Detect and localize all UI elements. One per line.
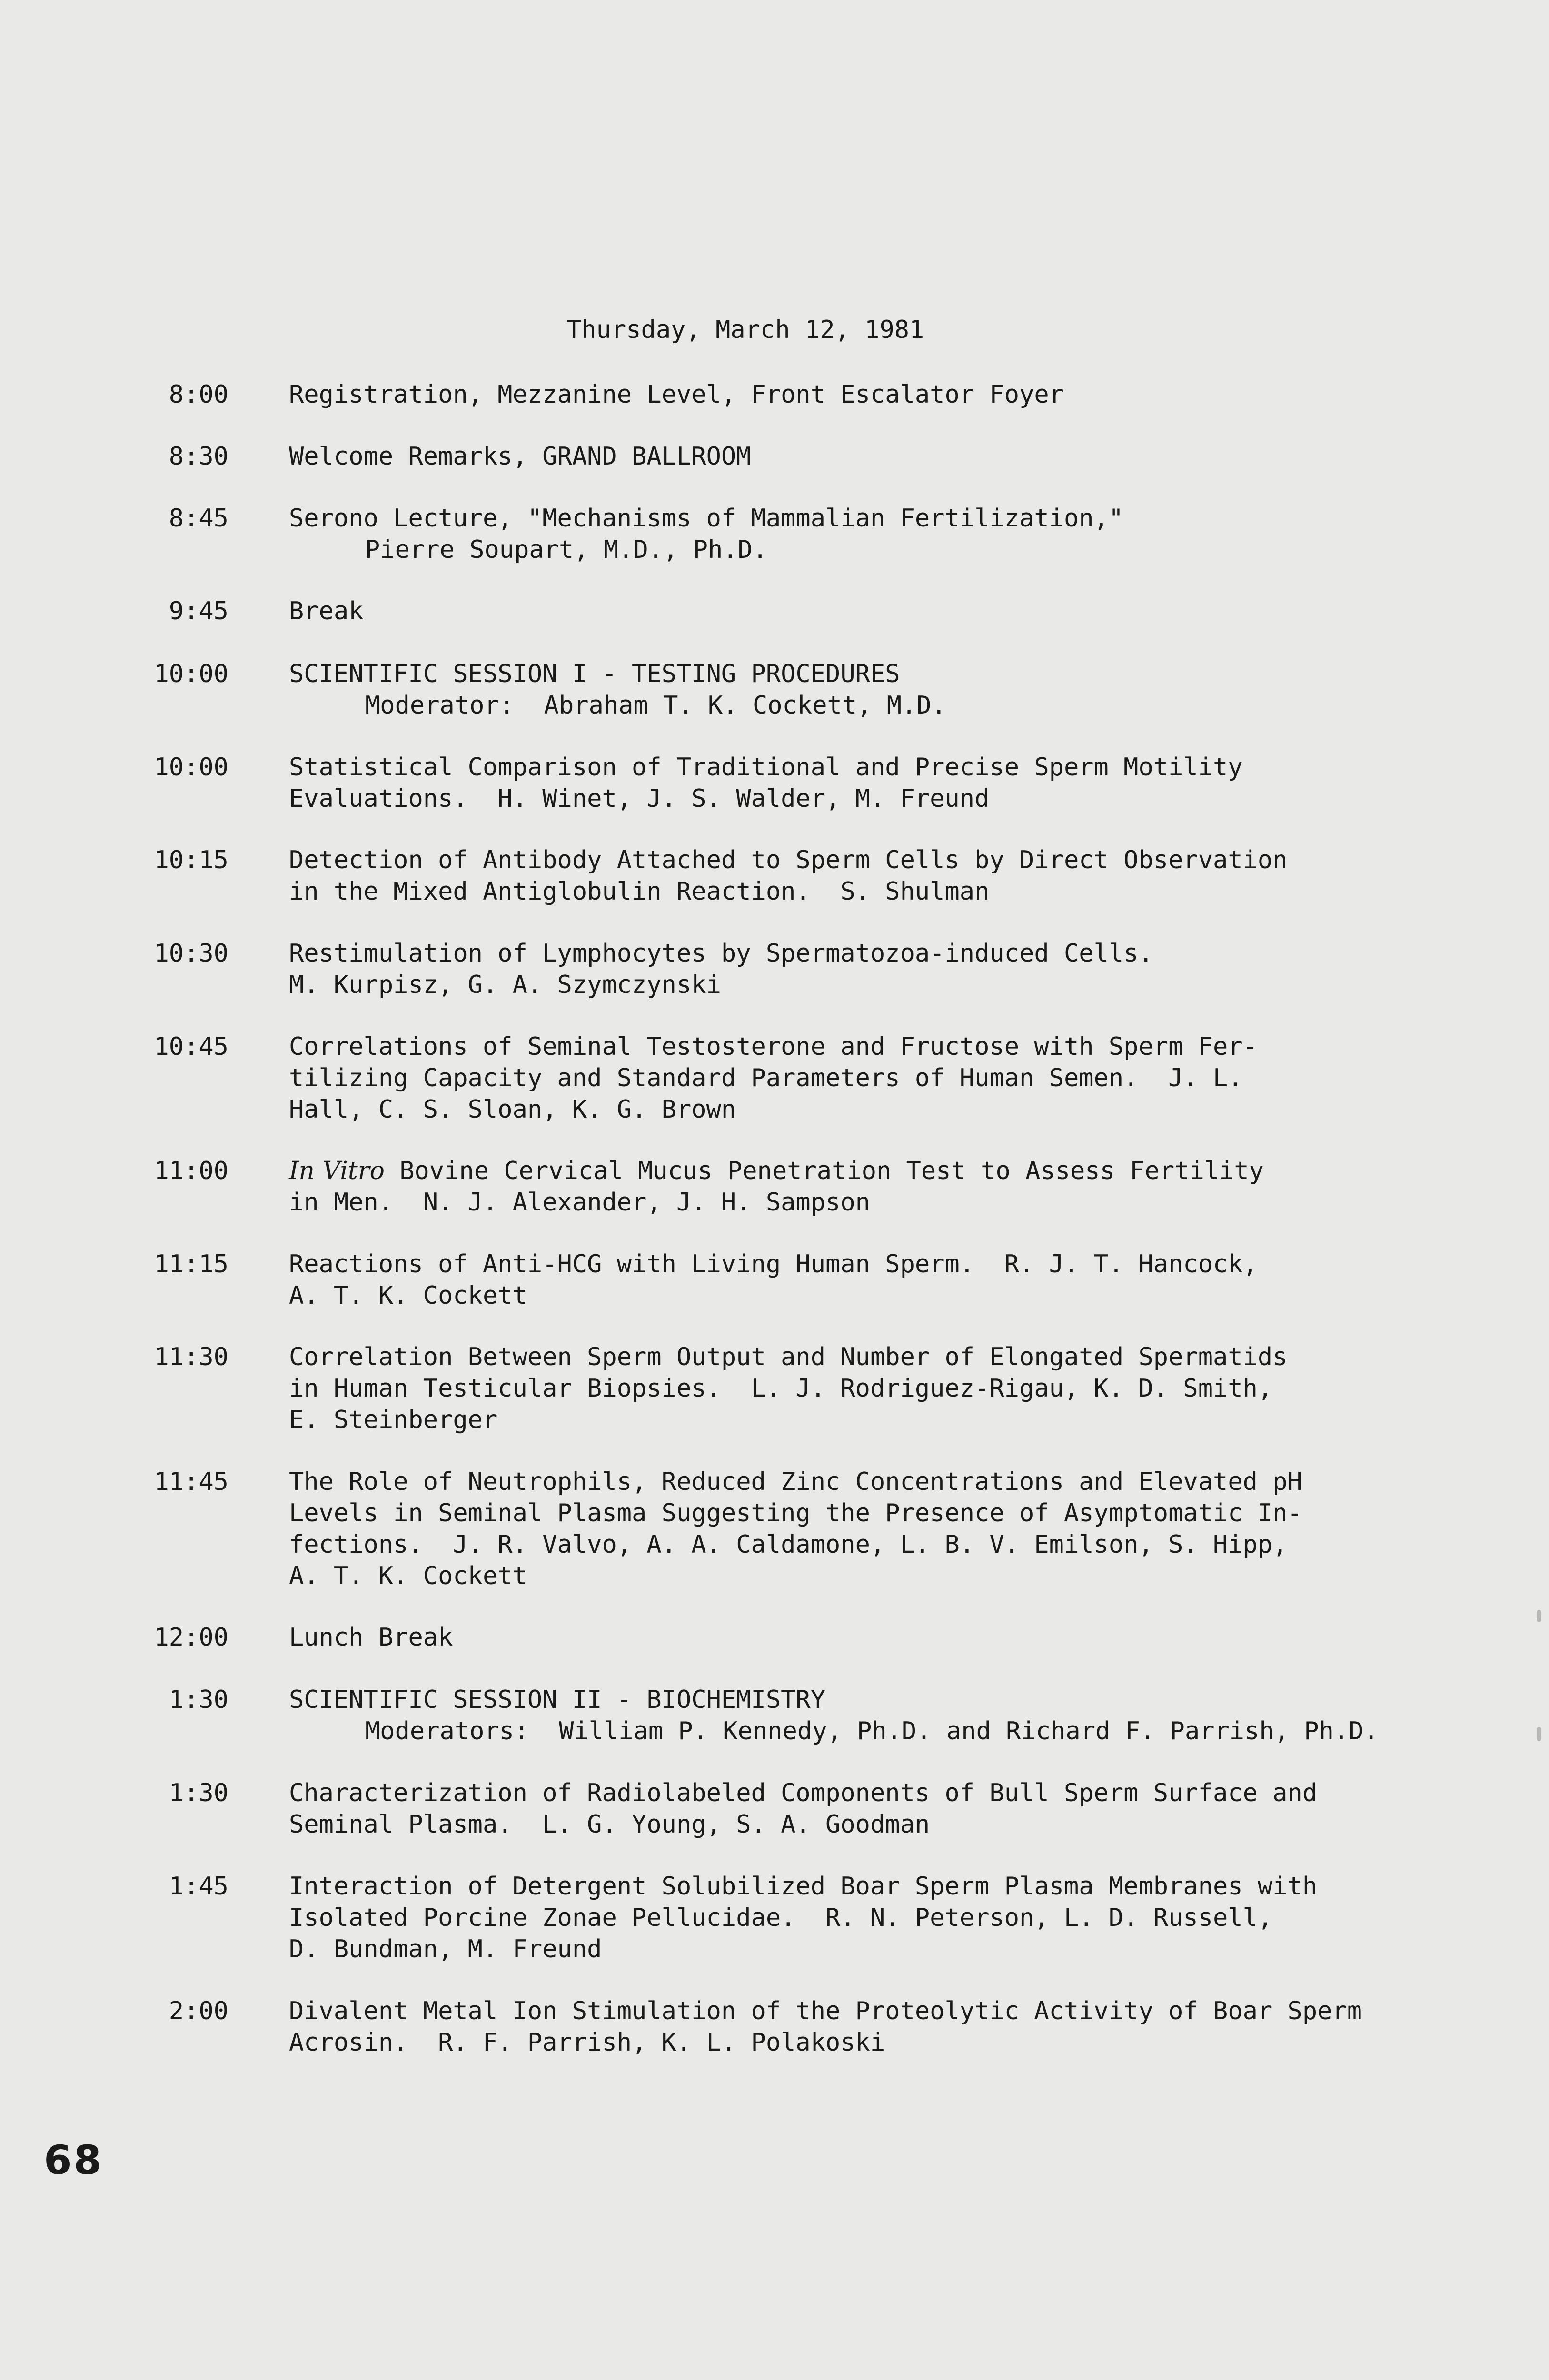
entry-line: Break <box>289 597 364 625</box>
entry-line: Acrosin. R. F. Parrish, K. L. Polakoski <box>289 2028 885 2057</box>
entry-text <box>289 752 1431 814</box>
entry-text <box>289 844 1431 907</box>
entry-line-rest: Bovine Cervical Mucus Penetration Test to Assess Fertility <box>384 1157 1264 1185</box>
entry-line: Restimulation of Lymphocytes by Spermatozoa-induced Cells. <box>289 939 1153 968</box>
entry-line-speaker: Pierre Soupart, M.D., Ph.D. <box>365 536 768 564</box>
entry-text <box>289 379 1431 410</box>
entry-line: Levels in Seminal Plasma Suggesting the Presence of Asymptomatic In- <box>289 1499 1302 1527</box>
entry-line: E. Steinberger <box>289 1406 498 1434</box>
page-number: 68 <box>44 2137 103 2183</box>
entry-text <box>289 441 1431 472</box>
entry-line: Registration, Mezzanine Level, Front Escalator Foyer <box>289 380 1064 409</box>
entry-line: A. T. K. Cockett <box>289 1281 527 1310</box>
entry-time: 1:30 <box>169 1686 228 1714</box>
entry-line: Lunch Break <box>289 1623 453 1652</box>
entry-time: 1:30 <box>169 1779 228 1807</box>
entry-text <box>289 1684 1431 1747</box>
entry-text <box>289 1341 1431 1436</box>
entry-line: Statistical Comparison of Traditional and Precise Sperm Motility <box>289 753 1243 782</box>
entry-time: 11:45 <box>154 1468 228 1496</box>
entry-text <box>289 1249 1431 1311</box>
entry-line: Seminal Plasma. L. G. Young, S. A. Goodman <box>289 1810 930 1839</box>
entry-text <box>289 658 1431 721</box>
entry-time: 10:30 <box>154 939 228 968</box>
entry-time: 10:45 <box>154 1032 228 1061</box>
entry-line: M. Kurpisz, G. A. Szymczynski <box>289 971 721 999</box>
entry-line: fections. J. R. Valvo, A. A. Caldamone, L. B. V. Emilson, S. Hipp, <box>289 1530 1288 1559</box>
entry-time: 10:00 <box>154 660 228 688</box>
entry-time: 11:00 <box>154 1157 228 1185</box>
entry-text <box>289 1466 1431 1592</box>
entry-text <box>289 503 1431 565</box>
entry-text <box>289 1995 1431 2058</box>
entry-time: 8:00 <box>169 380 228 409</box>
entry-line: Detection of Antibody Attached to Sperm Cells by Direct Observation <box>289 846 1288 874</box>
entry-line: tilizing Capacity and Standard Parameters of Human Semen. J. L. <box>289 1064 1243 1092</box>
entry-line: Evaluations. H. Winet, J. S. Walder, M. Freund <box>289 784 990 813</box>
page-header-date: Thursday, March 12, 1981 <box>566 316 924 344</box>
entry-time: 11:30 <box>154 1343 228 1371</box>
entry-line: Welcome Remarks, GRAND BALLROOM <box>289 442 751 471</box>
entry-line: Characterization of Radiolabeled Components of Bull Sperm Surface and <box>289 1779 1318 1807</box>
entry-text <box>289 1031 1431 1125</box>
entry-line: The Role of Neutrophils, Reduced Zinc Concentrations and Elevated pH <box>289 1468 1302 1496</box>
entry-line <box>289 1155 1431 1187</box>
entry-line: Divalent Metal Ion Stimulation of the Proteolytic Activity of Boar Sperm <box>289 1997 1362 2025</box>
entry-line: Correlations of Seminal Testosterone and Fructose with Sperm Fer- <box>289 1032 1258 1061</box>
entry-line: Reactions of Anti-HCG with Living Human Sperm. R. J. T. Hancock, <box>289 1250 1258 1279</box>
entry-line: in Men. N. J. Alexander, J. H. Sampson <box>289 1188 870 1217</box>
entry-line: in Human Testicular Biopsies. L. J. Rodriguez-Rigau, K. D. Smith, <box>289 1374 1273 1403</box>
session-moderator: Moderator: Abraham T. K. Cockett, M.D. <box>365 691 946 720</box>
entry-time: 10:15 <box>154 846 228 874</box>
session-title: SCIENTIFIC SESSION II - BIOCHEMISTRY <box>289 1686 826 1714</box>
paper-speck <box>1537 1727 1541 1741</box>
entry-text <box>289 1777 1431 1840</box>
entry-line: Correlation Between Sperm Output and Number of Elongated Spermatids <box>289 1343 1288 1371</box>
entry-time: 2:00 <box>169 1997 228 2025</box>
entry-line: Isolated Porcine Zonae Pellucidae. R. N. Peterson, L. D. Russell, <box>289 1904 1273 1932</box>
entry-line: A. T. K. Cockett <box>289 1562 527 1590</box>
entry-text <box>289 938 1431 1001</box>
entry-time: 1:45 <box>169 1872 228 1901</box>
entry-text <box>289 1622 1431 1653</box>
entry-time: 8:45 <box>169 504 228 533</box>
entry-time: 9:45 <box>169 597 228 625</box>
session-moderators: Moderators: William P. Kennedy, Ph.D. and Richard F. Parrish, Ph.D. <box>365 1717 1379 1745</box>
entry-line: Hall, C. S. Sloan, K. G. Brown <box>289 1095 736 1124</box>
entry-line: D. Bundman, M. Freund <box>289 1935 602 1964</box>
paper-speck <box>1537 1610 1541 1622</box>
entry-time: 11:15 <box>154 1250 228 1279</box>
italic-term: In Vitro <box>289 1157 385 1185</box>
entry-time: 10:00 <box>154 753 228 782</box>
entry-time: 8:30 <box>169 442 228 471</box>
entry-line: in the Mixed Antiglobulin Reaction. S. Shulman <box>289 877 990 906</box>
session-title: SCIENTIFIC SESSION I - TESTING PROCEDURES <box>289 660 900 688</box>
entry-text <box>289 1871 1431 1965</box>
entry-line: Interaction of Detergent Solubilized Boar Sperm Plasma Membranes with <box>289 1872 1318 1901</box>
entry-line: Serono Lecture, "Mechanisms of Mammalian Fertilization," <box>289 504 1124 533</box>
entry-time: 12:00 <box>154 1623 228 1652</box>
entry-text <box>289 595 1431 627</box>
entry-text <box>289 1155 1431 1218</box>
